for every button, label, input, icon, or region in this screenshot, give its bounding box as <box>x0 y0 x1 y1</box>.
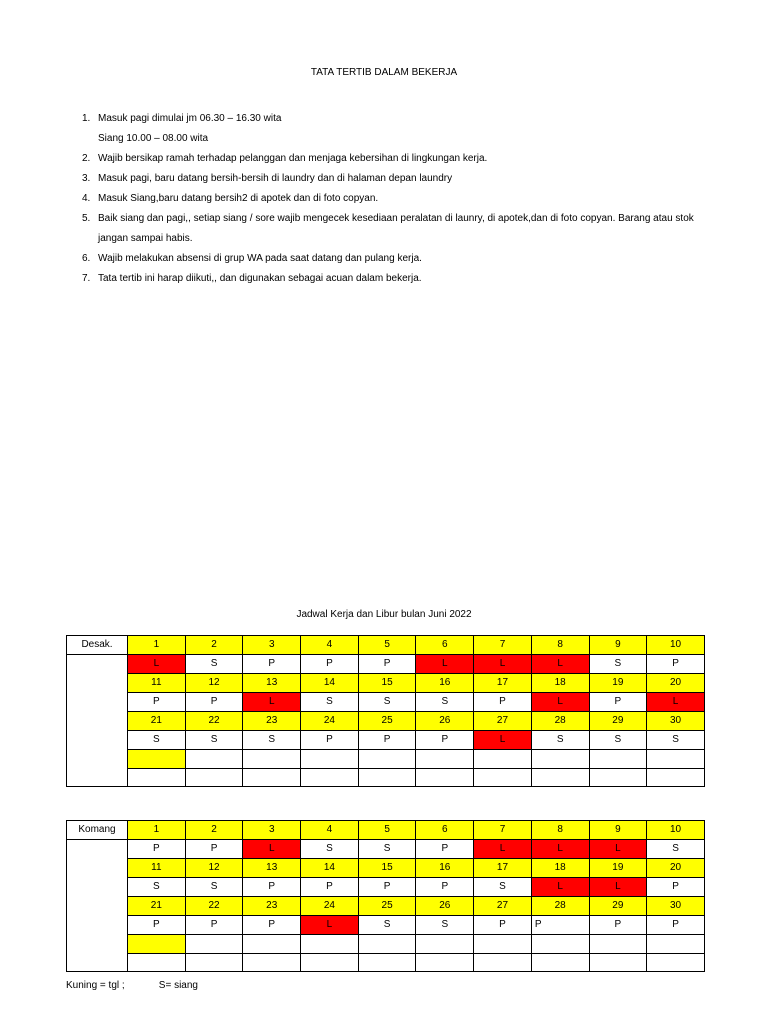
date-cell: 2 <box>185 636 243 655</box>
date-cell: 21 <box>128 712 186 731</box>
empty-cell <box>358 953 416 972</box>
shift-cell: S <box>589 655 647 674</box>
empty-cell <box>474 953 532 972</box>
schedule-table-komang <box>66 820 705 972</box>
rule-line <box>82 209 718 229</box>
shift-cell: S <box>358 840 416 859</box>
schedule-row <box>67 674 705 693</box>
schedule-row <box>67 935 705 954</box>
date-cell: 15 <box>358 674 416 693</box>
shift-cell: S <box>301 840 359 859</box>
date-cell: 23 <box>243 897 301 916</box>
date-cell: 12 <box>185 674 243 693</box>
rule-text: Siang 10.00 – 08.00 wita <box>98 133 209 144</box>
date-cell: 2 <box>185 821 243 840</box>
date-cell: 29 <box>589 712 647 731</box>
date-cell: 9 <box>589 821 647 840</box>
date-cell: 20 <box>647 859 705 878</box>
shift-cell: P <box>531 916 589 935</box>
shift-cell: S <box>589 731 647 750</box>
empty-cell <box>647 953 705 972</box>
shift-cell: L <box>531 878 589 897</box>
empty-cell <box>128 953 186 972</box>
empty-cell <box>474 750 532 769</box>
shift-cell: P <box>589 693 647 712</box>
date-cell: 1 <box>128 636 186 655</box>
schedule-row <box>67 693 705 712</box>
rule-text: Masuk Siang,baru datang bersih2 di apotek dan di foto copyan. <box>98 193 379 204</box>
schedule-row <box>67 821 705 840</box>
rule-text: Wajib melakukan absensi di grup WA pada saat datang dan pulang kerja. <box>98 253 422 264</box>
empty-cell <box>589 935 647 954</box>
empty-cell <box>474 935 532 954</box>
schedule-row <box>67 897 705 916</box>
employee-name-span <box>67 840 128 972</box>
date-cell: 19 <box>589 859 647 878</box>
shift-cell: L <box>531 655 589 674</box>
date-cell: 11 <box>128 674 186 693</box>
rule-text: Masuk pagi dimulai jm 06.30 – 16.30 wita <box>98 113 282 124</box>
empty-cell <box>416 750 474 769</box>
rule-number: 1. <box>82 113 91 124</box>
shift-cell: P <box>128 693 186 712</box>
date-cell: 30 <box>647 712 705 731</box>
rule-number: 3. <box>82 173 91 184</box>
date-cell: 24 <box>301 897 359 916</box>
rule-line <box>82 169 718 189</box>
shift-cell: P <box>128 840 186 859</box>
date-cell: 18 <box>531 674 589 693</box>
empty-cell <box>589 750 647 769</box>
date-cell: 24 <box>301 712 359 731</box>
empty-cell <box>474 768 532 787</box>
date-cell: 23 <box>243 712 301 731</box>
employee-name: Desak. <box>67 636 128 655</box>
date-cell: 7 <box>474 821 532 840</box>
empty-cell <box>647 750 705 769</box>
date-cell: 17 <box>474 674 532 693</box>
shift-cell: L <box>589 840 647 859</box>
shift-cell: L <box>243 693 301 712</box>
empty-cell <box>589 953 647 972</box>
date-cell: 9 <box>589 636 647 655</box>
shift-cell: P <box>301 655 359 674</box>
shift-cell: P <box>301 878 359 897</box>
date-cell: 3 <box>243 821 301 840</box>
empty-cell <box>243 768 301 787</box>
rule-number: 2. <box>82 153 91 164</box>
schedule-row <box>67 916 705 935</box>
date-cell: 16 <box>416 674 474 693</box>
empty-cell <box>128 768 186 787</box>
schedule-row <box>67 840 705 859</box>
date-cell: 6 <box>416 636 474 655</box>
shift-cell: L <box>647 693 705 712</box>
shift-cell: S <box>128 878 186 897</box>
empty-cell <box>531 768 589 787</box>
legend-siang: S= siang <box>158 980 198 991</box>
schedule-title: Jadwal Kerja dan Libur bulan Juni 2022 <box>296 609 472 620</box>
date-cell: 27 <box>474 897 532 916</box>
rule-number: 4. <box>82 193 91 204</box>
empty-cell <box>185 768 243 787</box>
rule-text: jangan sampai habis. <box>98 233 193 244</box>
shift-cell: S <box>531 731 589 750</box>
schedule-row <box>67 859 705 878</box>
date-cell: 8 <box>531 821 589 840</box>
rule-line <box>98 229 718 249</box>
date-cell: 27 <box>474 712 532 731</box>
schedule-table-desak <box>66 635 705 787</box>
empty-cell <box>301 953 359 972</box>
empty-cell <box>243 953 301 972</box>
shift-cell: P <box>358 731 416 750</box>
date-cell: 17 <box>474 859 532 878</box>
date-cell: 22 <box>185 712 243 731</box>
empty-cell <box>531 935 589 954</box>
rule-line <box>82 189 718 209</box>
shift-cell: P <box>416 840 474 859</box>
schedule-row <box>67 768 705 787</box>
shift-cell: S <box>358 916 416 935</box>
rule-line <box>82 249 718 269</box>
rule-line <box>82 149 718 169</box>
shift-cell: P <box>243 916 301 935</box>
date-cell: 28 <box>531 712 589 731</box>
empty-cell <box>185 935 243 954</box>
schedule-row <box>67 655 705 674</box>
shift-cell: L <box>416 655 474 674</box>
empty-cell <box>416 935 474 954</box>
date-cell: 13 <box>243 859 301 878</box>
rule-number: 6. <box>82 253 91 264</box>
empty-cell <box>128 935 186 954</box>
date-cell: 12 <box>185 859 243 878</box>
shift-cell: P <box>243 655 301 674</box>
schedule-row <box>67 750 705 769</box>
date-cell: 22 <box>185 897 243 916</box>
shift-cell: L <box>474 655 532 674</box>
date-cell: 15 <box>358 859 416 878</box>
empty-cell <box>128 750 186 769</box>
empty-cell <box>358 935 416 954</box>
shift-cell: P <box>647 878 705 897</box>
shift-cell: S <box>416 693 474 712</box>
empty-cell <box>185 750 243 769</box>
rule-line <box>82 109 718 129</box>
shift-cell: P <box>185 840 243 859</box>
rule-text: Tata tertib ini harap diikuti,, dan digunakan sebagai acuan dalam bekerja. <box>98 273 422 284</box>
shift-cell: P <box>647 655 705 674</box>
shift-cell: P <box>185 693 243 712</box>
shift-cell: L <box>474 731 532 750</box>
rule-line <box>82 269 718 289</box>
shift-cell: S <box>474 878 532 897</box>
date-cell: 25 <box>358 712 416 731</box>
schedule-row <box>67 636 705 655</box>
date-cell: 10 <box>647 636 705 655</box>
date-cell: 6 <box>416 821 474 840</box>
empty-cell <box>358 768 416 787</box>
rule-text: Masuk pagi, baru datang bersih-bersih di laundry dan di halaman depan laundry <box>98 173 453 184</box>
rule-number: 5. <box>82 213 91 224</box>
date-cell: 5 <box>358 821 416 840</box>
date-cell: 26 <box>416 712 474 731</box>
date-cell: 3 <box>243 636 301 655</box>
empty-cell <box>301 935 359 954</box>
shift-cell: L <box>531 840 589 859</box>
date-cell: 25 <box>358 897 416 916</box>
date-cell: 20 <box>647 674 705 693</box>
shift-cell: P <box>416 878 474 897</box>
date-cell: 4 <box>301 636 359 655</box>
empty-cell <box>416 953 474 972</box>
shift-cell: S <box>301 693 359 712</box>
shift-cell: P <box>647 916 705 935</box>
shift-cell: S <box>416 916 474 935</box>
shift-cell: P <box>301 731 359 750</box>
date-cell: 4 <box>301 821 359 840</box>
employee-name: Komang <box>67 821 128 840</box>
date-cell: 21 <box>128 897 186 916</box>
empty-cell <box>301 768 359 787</box>
date-cell: 28 <box>531 897 589 916</box>
shift-cell: L <box>531 693 589 712</box>
empty-cell <box>531 750 589 769</box>
date-cell: 29 <box>589 897 647 916</box>
rule-number: 7. <box>82 273 91 284</box>
schedule-row <box>67 878 705 897</box>
shift-cell: S <box>243 731 301 750</box>
empty-cell <box>531 953 589 972</box>
shift-cell: S <box>185 731 243 750</box>
empty-cell <box>301 750 359 769</box>
date-cell: 14 <box>301 674 359 693</box>
empty-cell <box>647 768 705 787</box>
shift-cell: P <box>185 916 243 935</box>
legend-kuning: Kuning = tgl ; <box>66 980 125 991</box>
shift-cell: L <box>474 840 532 859</box>
date-cell: 16 <box>416 859 474 878</box>
date-cell: 10 <box>647 821 705 840</box>
date-cell: 26 <box>416 897 474 916</box>
date-cell: 14 <box>301 859 359 878</box>
rule-text: Wajib bersikap ramah terhadap pelanggan dan menjaga kebersihan di lingkungan kerja. <box>98 153 488 164</box>
date-cell: 11 <box>128 859 186 878</box>
schedule-row <box>67 953 705 972</box>
date-cell: 7 <box>474 636 532 655</box>
legend <box>66 980 198 991</box>
shift-cell: S <box>647 840 705 859</box>
schedule-row <box>67 712 705 731</box>
shift-cell: P <box>474 693 532 712</box>
rules-list <box>82 109 718 289</box>
date-cell: 8 <box>531 636 589 655</box>
rule-line <box>98 129 718 149</box>
empty-cell <box>243 935 301 954</box>
shift-cell: L <box>301 916 359 935</box>
shift-cell: P <box>243 878 301 897</box>
shift-cell: L <box>243 840 301 859</box>
shift-cell: S <box>185 655 243 674</box>
empty-cell <box>185 953 243 972</box>
shift-cell: S <box>647 731 705 750</box>
shift-cell: P <box>416 731 474 750</box>
employee-name-span <box>67 655 128 787</box>
empty-cell <box>589 768 647 787</box>
shift-cell: L <box>589 878 647 897</box>
shift-cell: P <box>589 916 647 935</box>
date-cell: 1 <box>128 821 186 840</box>
date-cell: 30 <box>647 897 705 916</box>
empty-cell <box>243 750 301 769</box>
empty-cell <box>647 935 705 954</box>
date-cell: 13 <box>243 674 301 693</box>
shift-cell: P <box>358 655 416 674</box>
schedule-row <box>67 731 705 750</box>
shift-cell: S <box>358 693 416 712</box>
shift-cell: S <box>128 731 186 750</box>
empty-cell <box>358 750 416 769</box>
shift-cell: S <box>185 878 243 897</box>
date-cell: 5 <box>358 636 416 655</box>
shift-cell: P <box>474 916 532 935</box>
document-title: TATA TERTIB DALAM BEKERJA <box>310 67 458 78</box>
date-cell: 19 <box>589 674 647 693</box>
date-cell: 18 <box>531 859 589 878</box>
empty-cell <box>416 768 474 787</box>
shift-cell: L <box>128 655 186 674</box>
shift-cell: P <box>358 878 416 897</box>
rule-text: Baik siang dan pagi,, setiap siang / sore wajib mengecek kesediaan peralatan di launry, di apotek,dan di foto copyan. Barang atau stok <box>98 213 694 224</box>
shift-cell: P <box>128 916 186 935</box>
